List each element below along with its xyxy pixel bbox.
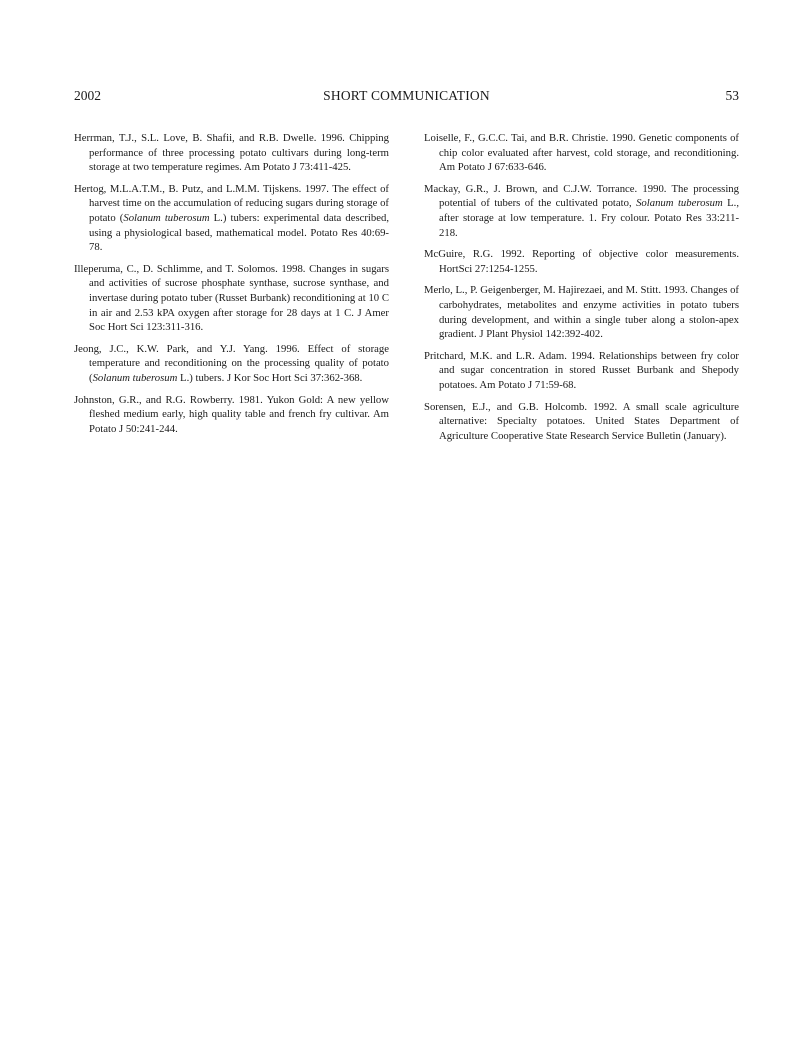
reference-entry: Jeong, J.C., K.W. Park, and Y.J. Yang. 1996. Effect of storage temperature and reconditioning on the processing quality of potato (Solanum tuberosum L.) tubers. J Kor Soc Hort Sci 37:362-368. (74, 342, 389, 384)
header-title: SHORT COMMUNICATION (323, 88, 490, 103)
reference-entry: Hertog, M.L.A.T.M., B. Putz, and L.M.M. Tijskens. 1997. The effect of harvest time on the accumulation of reducing sugars during storage of potato (Solanum tuberosum L.) tubers: experimental data described, using a physiological based, mathematical model. Potato Res 40:69-78. (74, 182, 390, 254)
running-head (74, 87, 739, 105)
header-year: 2002 (74, 88, 101, 103)
reference-entry: Sorensen, E.J., and G.B. Holcomb. 1992. A small scale agriculture alternative: Specialty potatoes. United States Department of Agriculture Cooperative State Research Service Bulletin (January). (424, 400, 739, 442)
reference-entry: Pritchard, M.K. and L.R. Adam. 1994. Relationships between fry color and sugar concentration in stored Russet Burbank and Shepody potatoes. Am Potato J 71:59-68. (424, 349, 739, 391)
reference-entry: McGuire, R.G. 1992. Reporting of objective color measurements. HortSci 27:1254-1255. (424, 248, 739, 275)
reference-entry: Loiselle, F., G.C.C. Tai, and B.R. Christie. 1990. Genetic components of chip color evaluated after harvest, cold storage, and reconditioning. Am Potato J 67:633-646. (424, 132, 739, 174)
references-right-column (424, 131, 739, 450)
reference-entry: Mackay, G.R., J. Brown, and C.J.W. Torrance. 1990. The processing potential of tubers of the cultivated potato, Solanum tuberosum L., after storage at low temperature. 1. Fry colour. Potato Res 33:211-218. (424, 182, 739, 239)
reference-entry: Johnston, G.R., and R.G. Rowberry. 1981. Yukon Gold: A new yellow fleshed medium early, high quality table and french fry cultivar. Am Potato J 50:241-244. (74, 393, 389, 435)
page-number: 53 (725, 88, 739, 103)
reference-entry: Herrman, T.J., S.L. Love, B. Shafii, and R.B. Dwelle. 1996. Chipping performance of three processing potato cultivars during long-term storage at two temperature regimes. Am Potato J 73:411-425. (74, 132, 389, 174)
reference-entry: Illeperuma, C., D. Schlimme, and T. Solomos. 1998. Changes in sugars and activities of sucrose phosphate synthase, sucrose synthase, and invertase during potato tuber (Russet Burbank) reconditioning at 10 C in air and 2.53 kPA oxygen after storage for 28 days at 1 C. J Amer Soc Hort Sci 123:311-316. (74, 262, 389, 334)
references-left-column (74, 131, 389, 443)
reference-entry: Merlo, L., P. Geigenberger, M. Hajirezaei, and M. Stitt. 1993. Changes of carbohydrates, metabolites and enzyme activities in potato tubers during development, and within a single tuber along a stolon-apex gradient. J Plant Physiol 142:392-402. (424, 284, 739, 341)
